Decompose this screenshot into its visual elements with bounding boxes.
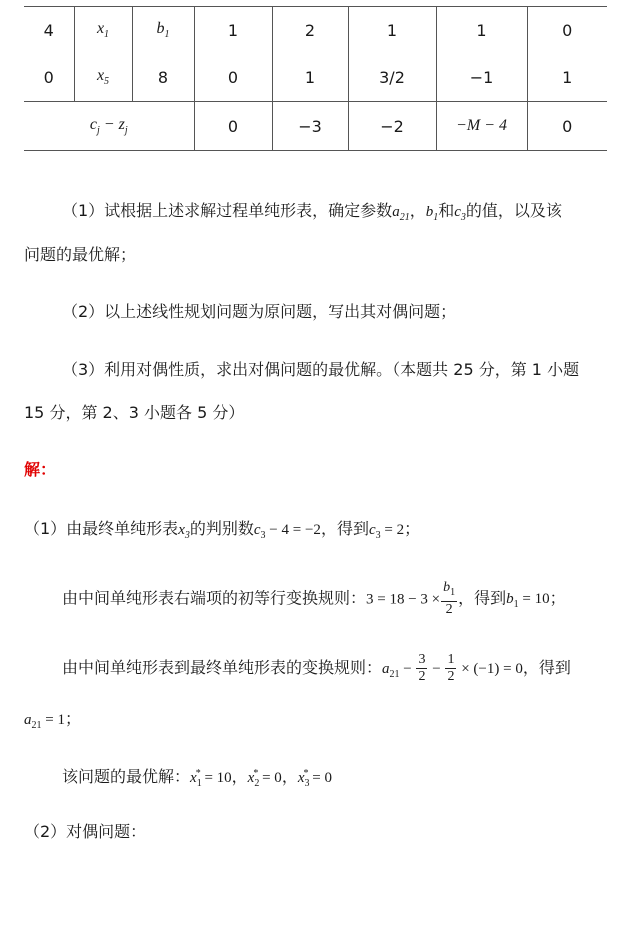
cell-value: 2 (272, 7, 348, 55)
solution-text: 该问题的最优解： (62, 767, 191, 786)
cell-value: −1 (436, 54, 527, 102)
solution-text: 由中间单纯形表到最终单纯形表的变换规则： (62, 658, 383, 677)
param-c3: $c_3$ (454, 204, 466, 223)
cell-value: 0 (527, 7, 607, 55)
answer-label: 解： (24, 460, 57, 479)
operator: − (428, 661, 445, 677)
question-3-line-2: 15 分，第 2、3 小题各 5 分） (24, 403, 245, 422)
cell-value: −3 (272, 102, 348, 151)
conjunction: 和 (438, 201, 455, 220)
solution-text: ； (549, 588, 566, 608)
optimal-solution (62, 762, 643, 796)
question-3-line-1: （3）利用对偶性质，求出对偶问题的最优解。（本题共 25 分，第 1 小题 (62, 360, 580, 379)
separator: ， (231, 767, 248, 786)
solution-step-2 (62, 580, 643, 618)
value-x3: $x_3^* = 0$ (297, 768, 332, 789)
cell-value: 1 (527, 54, 607, 102)
fraction-3-over-2: $\frac{3}{2}$ (418, 652, 426, 684)
table-row (24, 102, 607, 151)
question-2: （2）以上述线性规划问题为原问题，写出其对偶问题； (62, 302, 457, 321)
cell-cb: 0 (24, 54, 74, 102)
table-row (24, 54, 607, 102)
var-x3: $x_3$ (178, 522, 190, 541)
solution-step-dual: （2）对偶问题： (24, 822, 147, 841)
cell-rhs: $b_1$ (132, 7, 194, 55)
cell-value: 1 (194, 7, 272, 55)
cell-value: 3/2 (348, 54, 436, 102)
solution-step-1 (24, 517, 614, 548)
question-1-text: （1）试根据上述求解过程单纯形表，确定参数 (62, 201, 393, 220)
cell-value: 0 (194, 54, 272, 102)
solution-text: ，得到 (320, 519, 369, 538)
cell-basis: $x_5$ (74, 54, 132, 102)
solution-text: ； (404, 519, 421, 538)
separator: ， (409, 201, 426, 220)
table-row (24, 7, 607, 55)
param-a21: $a_{21}$ (392, 204, 410, 223)
cell-basis: $x_1$ (74, 7, 132, 55)
result: $a_{21} = 1$ (24, 712, 65, 731)
value-x1: $x_1^* = 10$ (190, 768, 232, 789)
solution-text: 由中间单纯形表右端项的初等行变换规则： (62, 588, 367, 608)
solution-step-3-result (24, 707, 614, 738)
result: $c_3 = 2$ (368, 522, 405, 541)
cell-value: 1 (436, 7, 527, 55)
cell-value: 1 (348, 7, 436, 55)
value-x2: $x_2^* = 0$ (247, 768, 282, 789)
param-b1: $b_1$ (425, 204, 439, 223)
equation: 3 = 18 − 3 × (366, 591, 441, 608)
separator: ， (281, 767, 298, 786)
simplex-table (24, 6, 607, 151)
cell-rhs: 8 (132, 54, 194, 102)
fraction-1-over-2: $\frac{1}{2}$ (447, 652, 455, 684)
equation: × (−1) = 0 (457, 661, 523, 677)
fraction-b1-over-2: $\frac{b_1}{2}$ (443, 580, 456, 617)
cell-value: −M − 4 (436, 102, 527, 151)
cell-reduced-cost-label: $c_j - z_j$ (24, 102, 194, 151)
cell-value: −2 (348, 102, 436, 151)
question-1-text: 的值，以及该 (465, 201, 562, 220)
solution-text: ，得到 (522, 658, 571, 677)
solution-text: ，得到 (458, 588, 507, 608)
equation: $c_3 - 4 = -2$ (253, 522, 321, 541)
solution-text: ； (64, 709, 81, 728)
question-1-line-2: 问题的最优解； (24, 245, 137, 264)
cell-value: 1 (272, 54, 348, 102)
question-1-line-1 (62, 199, 643, 230)
solution-step-3 (62, 652, 643, 687)
solution-text: （1）由最终单纯形表 (24, 519, 179, 538)
cell-value: 0 (527, 102, 607, 151)
cell-value: 0 (194, 102, 272, 151)
result: $b_1 = 10$ (506, 591, 550, 611)
solution-text: 的判别数 (189, 519, 254, 538)
cell-cb: 4 (24, 7, 74, 55)
equation: $a_{21}$ − (382, 661, 416, 680)
